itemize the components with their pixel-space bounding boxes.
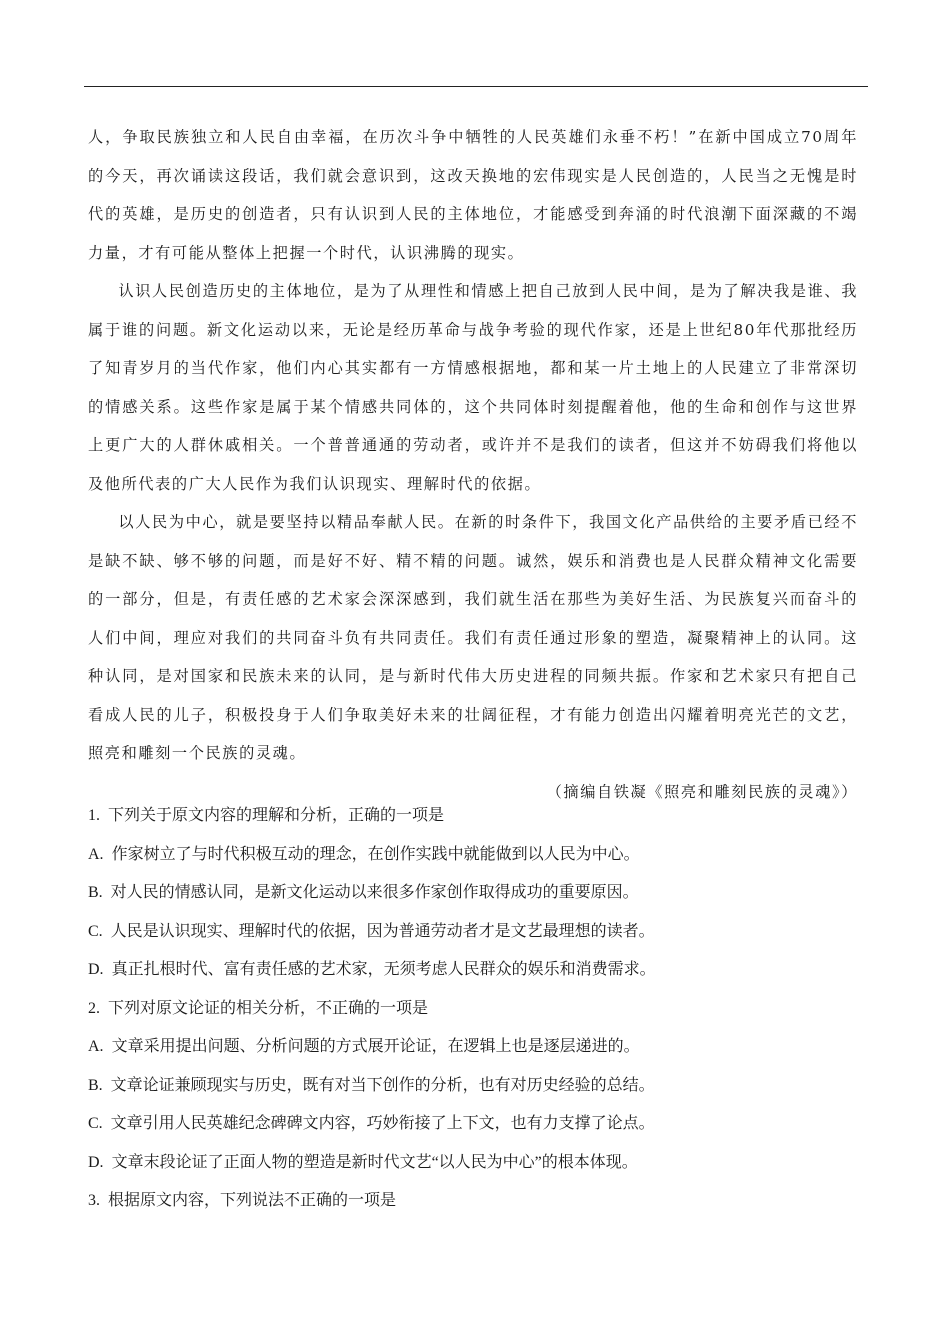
- option-text: 文章采用提出问题、分析问题的方式展开论证，在逻辑上也是逐层递进的。: [111, 1038, 640, 1055]
- option-letter: C.: [88, 1115, 103, 1132]
- option-c[interactable]: [88, 913, 858, 952]
- question-2: [88, 990, 858, 1183]
- option-letter: B.: [88, 1076, 103, 1094]
- question-number: 3.: [88, 1192, 100, 1209]
- option-letter: C.: [88, 922, 103, 940]
- passage-paragraph-1: 人，争取民族独立和人民自由幸福，在历次斗争中牺牲的人民英雄们永垂不朽！”在新中国成立70周年的今天，再次诵读这段话，我们就会意识到，这改天换地的宏伟现实是人民创造的，人民当之无愧是时代的英雄，是历史的创造者，只有认识到人民的主体地位，才能感受到奔涌的时代浪潮下面深藏的不竭力量，才有可能从整体上把握一个时代，认识沸腾的现实。: [88, 128, 858, 262]
- option-d[interactable]: [88, 1144, 858, 1183]
- question-stem: [88, 990, 858, 1029]
- reading-passage: [88, 118, 858, 811]
- option-b[interactable]: [88, 1067, 858, 1106]
- question-1: [88, 797, 858, 990]
- option-a[interactable]: [88, 836, 858, 875]
- option-letter: A.: [88, 845, 104, 863]
- question-text: 下列关于原文内容的理解和分析，正确的一项是: [108, 807, 445, 824]
- option-text: 人民是认识现实、理解时代的依据，因为普通劳动者才是文艺最理想的读者。: [110, 922, 655, 940]
- option-text: 作家树立了与时代积极互动的理念，在创作实践中就能做到以人民为中心。: [111, 845, 640, 863]
- question-stem: [88, 797, 858, 836]
- question-number: 1.: [88, 807, 100, 824]
- question-text: 下列对原文论证的相关分析，不正确的一项是: [108, 999, 429, 1017]
- passage-source: （摘编自铁凝《照亮和雕刻民族的灵魂》）: [546, 782, 858, 801]
- passage-paragraph-3: 以人民为中心，就是要坚持以精品奉献人民。在新的时条件下，我国文化产品供给的主要矛盾已经不是缺不缺、够不够的问题，而是好不好、精不精的问题。诚然，娱乐和消费也是人民群众精神文化需要的一部分，但是，有责任感的艺术家会深深感到，我们就生活在那些为美好生活、为民族复兴而奋斗的人们中间，理应对我们的共同奋斗负有共同责任。我们有责任通过形象的塑造，凝聚精神上的认同。这种认同，是对国家和民族未来的认同，是与新时代伟大历史进程的同频共振。作家和艺术家只有把自己看成人民的儿子，积极投身于人们争取美好未来的壮阔征程，才有能力创造出闪耀着明亮光芒的文艺，照亮和雕刻一个民族的灵魂。: [88, 513, 858, 762]
- option-b[interactable]: [88, 874, 858, 913]
- option-text: 对人民的情感认同，是新文化运动以来很多作家创作取得成功的重要原因。: [110, 884, 639, 901]
- option-a[interactable]: [88, 1028, 858, 1067]
- question-stem: [88, 1182, 858, 1221]
- question-3: [88, 1182, 858, 1221]
- passage-paragraph-2: 认识人民创造历史的主体地位，是为了从理性和情感上把自己放到人民中间，是为了解决我是谁、我属于谁的问题。新文化运动以来，无论是经历革命与战争考验的现代作家，还是上世纪80年代那批经历了知青岁月的当代作家，他们内心其实都有一方情感根据地，都和某一片土地上的人民建立了非常深切的情感关系。这些作家是属于某个情感共同体的，这个共同体时刻提醒着他，他的生命和创作与这世界上更广大的人群休戚相关。一个普普通通的劳动者，或许并不是我们的读者，但这并不妨碍我们将他以及他所代表的广大人民作为我们认识现实、理解时代的依据。: [88, 282, 858, 493]
- option-letter: D.: [88, 961, 104, 978]
- header-rule: [84, 86, 868, 87]
- question-list: [88, 797, 858, 1221]
- option-text: 文章末段论证了正面人物的塑造是新时代文艺“以人民为中心”的根本体现。: [111, 1153, 638, 1171]
- question-number: 2.: [88, 999, 100, 1017]
- option-letter: D.: [88, 1153, 104, 1171]
- option-text: 真正扎根时代、富有责任感的艺术家，无须考虑人民群众的娱乐和消费需求。: [111, 961, 656, 978]
- option-letter: B.: [88, 884, 103, 901]
- question-text: 根据原文内容，下列说法不正确的一项是: [108, 1192, 397, 1209]
- option-letter: A.: [88, 1038, 104, 1055]
- option-text: 文章论证兼顾现实与历史，既有对当下创作的分析，也有对历史经验的总结。: [110, 1076, 655, 1094]
- option-d[interactable]: [88, 951, 858, 990]
- option-text: 文章引用人民英雄纪念碑碑文内容，巧妙衔接了上下文，也有力支撑了论点。: [110, 1115, 655, 1132]
- option-c[interactable]: [88, 1105, 858, 1144]
